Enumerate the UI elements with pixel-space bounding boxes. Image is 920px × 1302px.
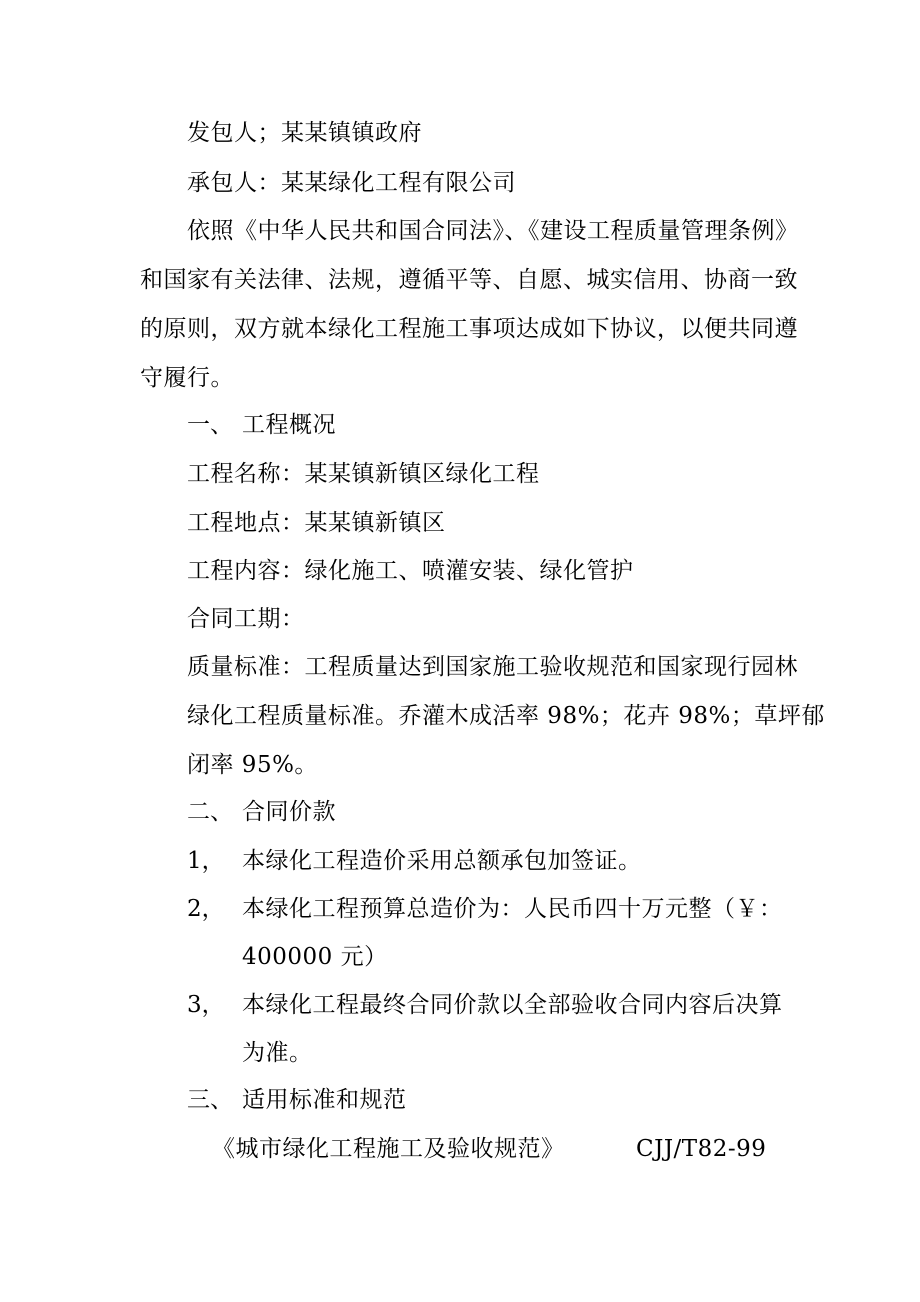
- quality-standard-line-1: 质量标准：工程质量达到国家施工验收规范和国家现行园林: [187, 654, 798, 680]
- price-item-2-text: 本绿化工程预算总造价为：人民币四十万元整（￥：: [242, 896, 783, 922]
- price-item-1-text: 本绿化工程造价采用总额承包加签证。: [242, 848, 642, 874]
- section-3-number: 三、: [187, 1087, 233, 1113]
- preamble-line-1: 依照《中华人民共和国合同法》、《建设工程质量管理条例》: [187, 218, 799, 244]
- employer-line: 发包人；某某镇镇政府: [187, 120, 422, 146]
- preamble-line-2: 和国家有关法律、法规，遵循平等、自愿、城实信用、协商一致: [140, 267, 798, 293]
- price-item-3-text-cont: 为准。: [242, 1040, 313, 1066]
- contractor-line: 承包人：某某绿化工程有限公司: [187, 170, 516, 196]
- standard-code: CJJ/T82-99: [636, 1136, 767, 1162]
- section-2-number: 二、: [187, 799, 233, 825]
- project-location: 工程地点：某某镇新镇区: [187, 510, 446, 536]
- quality-standard-line-2: 绿化工程质量标准。乔灌木成活率 98%；花卉 98%；草坪郁: [187, 703, 825, 729]
- project-name: 工程名称：某某镇新镇区绿化工程: [187, 461, 540, 487]
- price-item-2-number: 2，: [187, 896, 225, 922]
- price-item-3-number: 3，: [187, 992, 225, 1018]
- contract-period: 合同工期：: [187, 606, 305, 632]
- standard-title: 《城市绿化工程施工及验收规范》: [212, 1136, 565, 1162]
- project-content: 工程内容：绿化施工、喷灌安装、绿化管护: [187, 558, 634, 584]
- quality-standard-line-3: 闭率 95%。: [187, 752, 318, 778]
- section-1-heading: 工程概况: [242, 412, 336, 438]
- price-item-3-text: 本绿化工程最终合同价款以全部验收合同内容后决算: [242, 992, 783, 1018]
- price-item-1-number: 1，: [187, 848, 225, 874]
- preamble-line-4: 守履行。: [140, 365, 234, 391]
- section-3-heading: 适用标准和规范: [242, 1087, 407, 1113]
- section-2-heading: 合同价款: [242, 799, 336, 825]
- price-item-2-text-cont: 400000 元）: [242, 944, 388, 970]
- preamble-line-3: 的原则，双方就本绿化工程施工事项达成如下协议，以便共同遵: [140, 316, 798, 342]
- section-1-number: 一、: [187, 412, 233, 438]
